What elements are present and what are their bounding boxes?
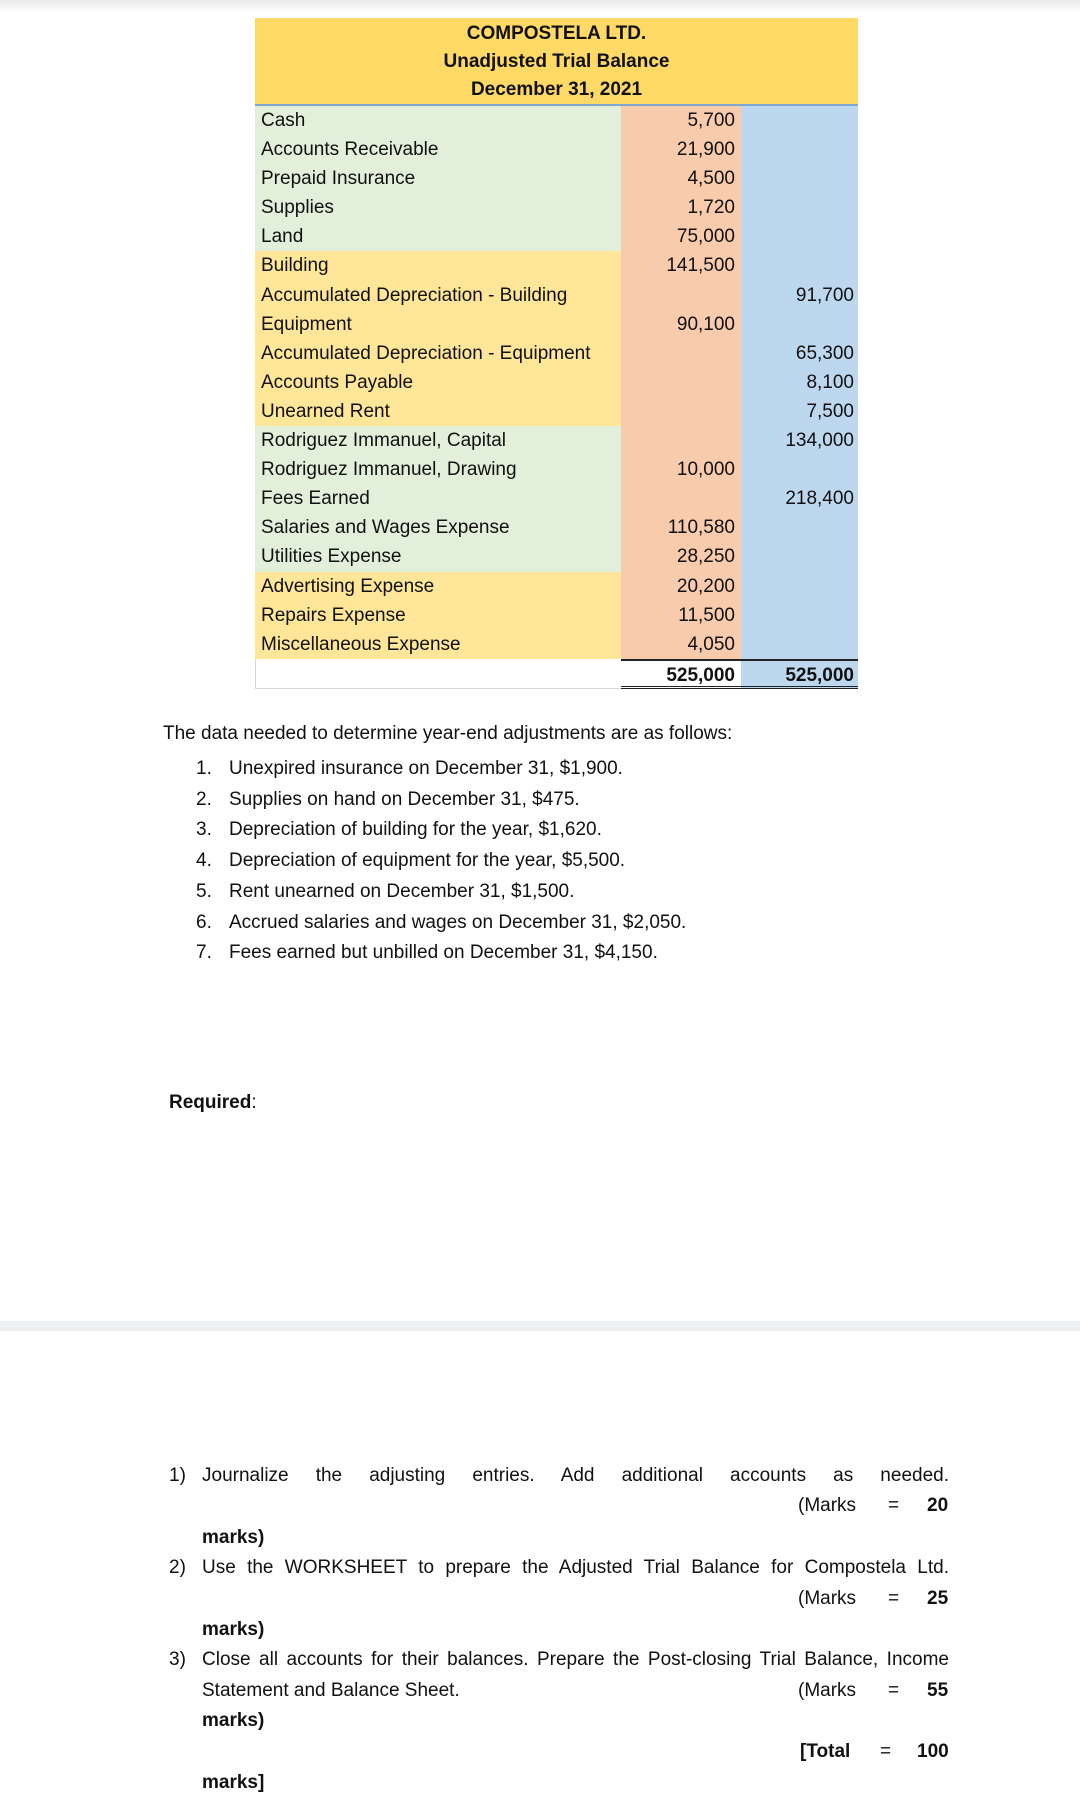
adjustment-number: 3. <box>196 819 212 841</box>
requirement-2-marks-eq: = <box>888 1588 900 1609</box>
trial-balance-row <box>255 251 858 280</box>
trial-balance-row <box>255 601 858 630</box>
trial-balance-row <box>255 135 858 164</box>
requirement-1-marks-eq: = <box>888 1495 900 1516</box>
account-name: Utilities Expense <box>255 542 621 571</box>
account-name: Repairs Expense <box>255 601 621 630</box>
debit-amount: 90,100 <box>621 310 741 339</box>
trial-balance-row <box>255 542 858 571</box>
requirement-2-marks-close: marks) <box>202 1619 265 1640</box>
trial-balance-row <box>255 572 858 601</box>
adjustments-list <box>196 754 686 969</box>
credit-amount <box>741 164 858 193</box>
trial-balance-header <box>255 18 858 106</box>
requirement-1-marks-open: (Marks <box>798 1495 857 1516</box>
trial-balance-row <box>255 426 858 455</box>
credit-amount: 218,400 <box>741 484 858 513</box>
trial-balance-row <box>255 484 858 513</box>
requirement-3-marks-eq: = <box>888 1680 900 1701</box>
account-name: Land <box>255 222 621 251</box>
debit-amount <box>621 484 741 513</box>
trial-balance-date: December 31, 2021 <box>470 79 643 100</box>
adjustment-number: 1. <box>196 758 212 779</box>
debit-amount <box>621 426 741 455</box>
account-name: Rodriguez Immanuel, Capital <box>255 426 621 455</box>
debit-amount: 21,900 <box>621 135 741 164</box>
total-marks-eq: = <box>880 1741 892 1762</box>
account-name: Accounts Receivable <box>255 135 621 164</box>
credit-amount: 134,000 <box>741 426 858 455</box>
debit-amount: 1,720 <box>621 193 741 222</box>
debit-amount: 4,500 <box>621 164 741 193</box>
requirement-1-marks-close: marks) <box>202 1527 265 1548</box>
adjustment-text: Depreciation of building for the year, $1,620. <box>229 819 602 841</box>
trial-balance-table <box>255 18 858 689</box>
required-colon: : <box>251 1092 257 1113</box>
credit-amount <box>741 135 858 164</box>
adjustment-text: Fees earned but unbilled on December 31, $4,150. <box>229 942 658 964</box>
adjustment-item <box>196 908 686 939</box>
total-label-cell <box>255 659 621 689</box>
top-shadow-band <box>0 0 1080 12</box>
adjustment-item <box>196 938 686 969</box>
required-heading <box>169 1092 257 1114</box>
requirement-2-number: 2) <box>169 1557 186 1578</box>
account-name: Accumulated Depreciation - Building <box>255 281 621 310</box>
trial-balance-row <box>255 222 858 251</box>
trial-balance-row <box>255 339 858 368</box>
credit-amount <box>741 542 858 571</box>
requirement-2-marks-open: (Marks <box>798 1588 857 1609</box>
adjustment-number: 2. <box>196 788 212 810</box>
adjustment-number: 7. <box>196 942 212 964</box>
account-name: Rodriguez Immanuel, Drawing <box>255 455 621 484</box>
total-debit: 525,000 <box>621 659 741 689</box>
debit-amount: 20,200 <box>621 572 741 601</box>
debit-amount: 110,580 <box>621 513 741 542</box>
adjustment-text: Unexpired insurance on December 31, $1,900. <box>229 758 623 779</box>
requirement-3-number: 3) <box>169 1649 186 1670</box>
requirement-3-text-line2: Statement and Balance Sheet. <box>202 1680 460 1701</box>
adjustment-text: Accrued salaries and wages on December 31, $2,050. <box>229 911 687 933</box>
requirement-1-text: Journalize the adjusting entries. Add additional accounts as needed. <box>202 1465 949 1486</box>
requirement-1-marks-value: 20 <box>927 1495 949 1516</box>
total-marks-close: marks] <box>202 1772 265 1793</box>
account-name: Equipment <box>255 310 621 339</box>
trial-balance-row <box>255 106 858 135</box>
credit-amount <box>741 455 858 484</box>
page-separator <box>0 1321 1080 1331</box>
trial-balance-row <box>255 513 858 542</box>
account-name: Advertising Expense <box>255 572 621 601</box>
credit-amount <box>741 222 858 251</box>
requirement-2-marks-value: 25 <box>927 1588 949 1609</box>
trial-balance-row <box>255 193 858 222</box>
credit-amount: 7,500 <box>741 397 858 426</box>
trial-balance-row <box>255 164 858 193</box>
credit-amount <box>741 106 858 135</box>
trial-balance-row <box>255 397 858 426</box>
trial-balance-row <box>255 630 858 659</box>
account-name: Prepaid Insurance <box>255 164 621 193</box>
adjustment-item <box>196 815 686 846</box>
trial-balance-rows <box>255 106 858 659</box>
credit-amount: 91,700 <box>741 281 858 310</box>
total-marks-value: 100 <box>917 1741 949 1762</box>
debit-amount <box>621 281 741 310</box>
account-name: Salaries and Wages Expense <box>255 513 621 542</box>
requirement-3-text-line1: Close all accounts for their balances. Prepare the Post-closing Trial Balance, Income <box>202 1649 949 1670</box>
trial-balance-total-row <box>255 659 858 689</box>
adjustment-text: Supplies on hand on December 31, $475. <box>229 788 580 810</box>
credit-amount <box>741 513 858 542</box>
adjustment-item <box>196 877 686 908</box>
adjustment-item <box>196 785 686 816</box>
account-name: Accumulated Depreciation - Equipment <box>255 339 621 368</box>
total-marks-open: [Total <box>800 1741 851 1762</box>
adjustment-number: 5. <box>196 880 212 902</box>
requirement-1-number: 1) <box>169 1465 186 1486</box>
company-name: COMPOSTELA LTD. <box>466 23 647 44</box>
credit-amount: 65,300 <box>741 339 858 368</box>
trial-balance-row <box>255 281 858 310</box>
debit-amount: 11,500 <box>621 601 741 630</box>
credit-amount <box>741 601 858 630</box>
credit-amount <box>741 630 858 659</box>
debit-amount <box>621 397 741 426</box>
account-name: Supplies <box>255 193 621 222</box>
trial-balance-title: Unadjusted Trial Balance <box>443 51 670 72</box>
debit-amount: 28,250 <box>621 542 741 571</box>
adjustment-item <box>196 846 686 877</box>
requirement-2-text: Use the WORKSHEET to prepare the Adjusted Trial Balance for Compostela Ltd. <box>202 1557 949 1578</box>
debit-amount: 10,000 <box>621 455 741 484</box>
account-name: Cash <box>255 106 621 135</box>
adjustment-item <box>196 754 686 785</box>
credit-amount <box>741 310 858 339</box>
trial-balance-row <box>255 368 858 397</box>
account-name: Accounts Payable <box>255 368 621 397</box>
credit-amount <box>741 572 858 601</box>
credit-amount <box>741 251 858 280</box>
credit-amount <box>741 193 858 222</box>
account-name: Miscellaneous Expense <box>255 630 621 659</box>
debit-amount: 141,500 <box>621 251 741 280</box>
requirement-3-marks-value: 55 <box>927 1680 949 1701</box>
adjustments-intro: The data needed to determine year-end adjustments are as follows: <box>163 723 733 744</box>
adjustment-number: 4. <box>196 850 212 872</box>
adjustment-text: Rent unearned on December 31, $1,500. <box>229 880 575 902</box>
adjustment-text: Depreciation of equipment for the year, $5,500. <box>229 850 626 872</box>
adjustment-number: 6. <box>196 911 212 933</box>
requirement-3-marks-open: (Marks <box>798 1680 857 1701</box>
trial-balance-row <box>255 310 858 339</box>
debit-amount: 75,000 <box>621 222 741 251</box>
required-label: Required <box>169 1092 252 1113</box>
debit-amount: 5,700 <box>621 106 741 135</box>
account-name: Unearned Rent <box>255 397 621 426</box>
debit-amount <box>621 368 741 397</box>
debit-amount <box>621 339 741 368</box>
total-credit: 525,000 <box>741 659 858 689</box>
account-name: Building <box>255 251 621 280</box>
requirement-3-marks-close: marks) <box>202 1710 265 1731</box>
trial-balance-row <box>255 455 858 484</box>
account-name: Fees Earned <box>255 484 621 513</box>
credit-amount: 8,100 <box>741 368 858 397</box>
debit-amount: 4,050 <box>621 630 741 659</box>
